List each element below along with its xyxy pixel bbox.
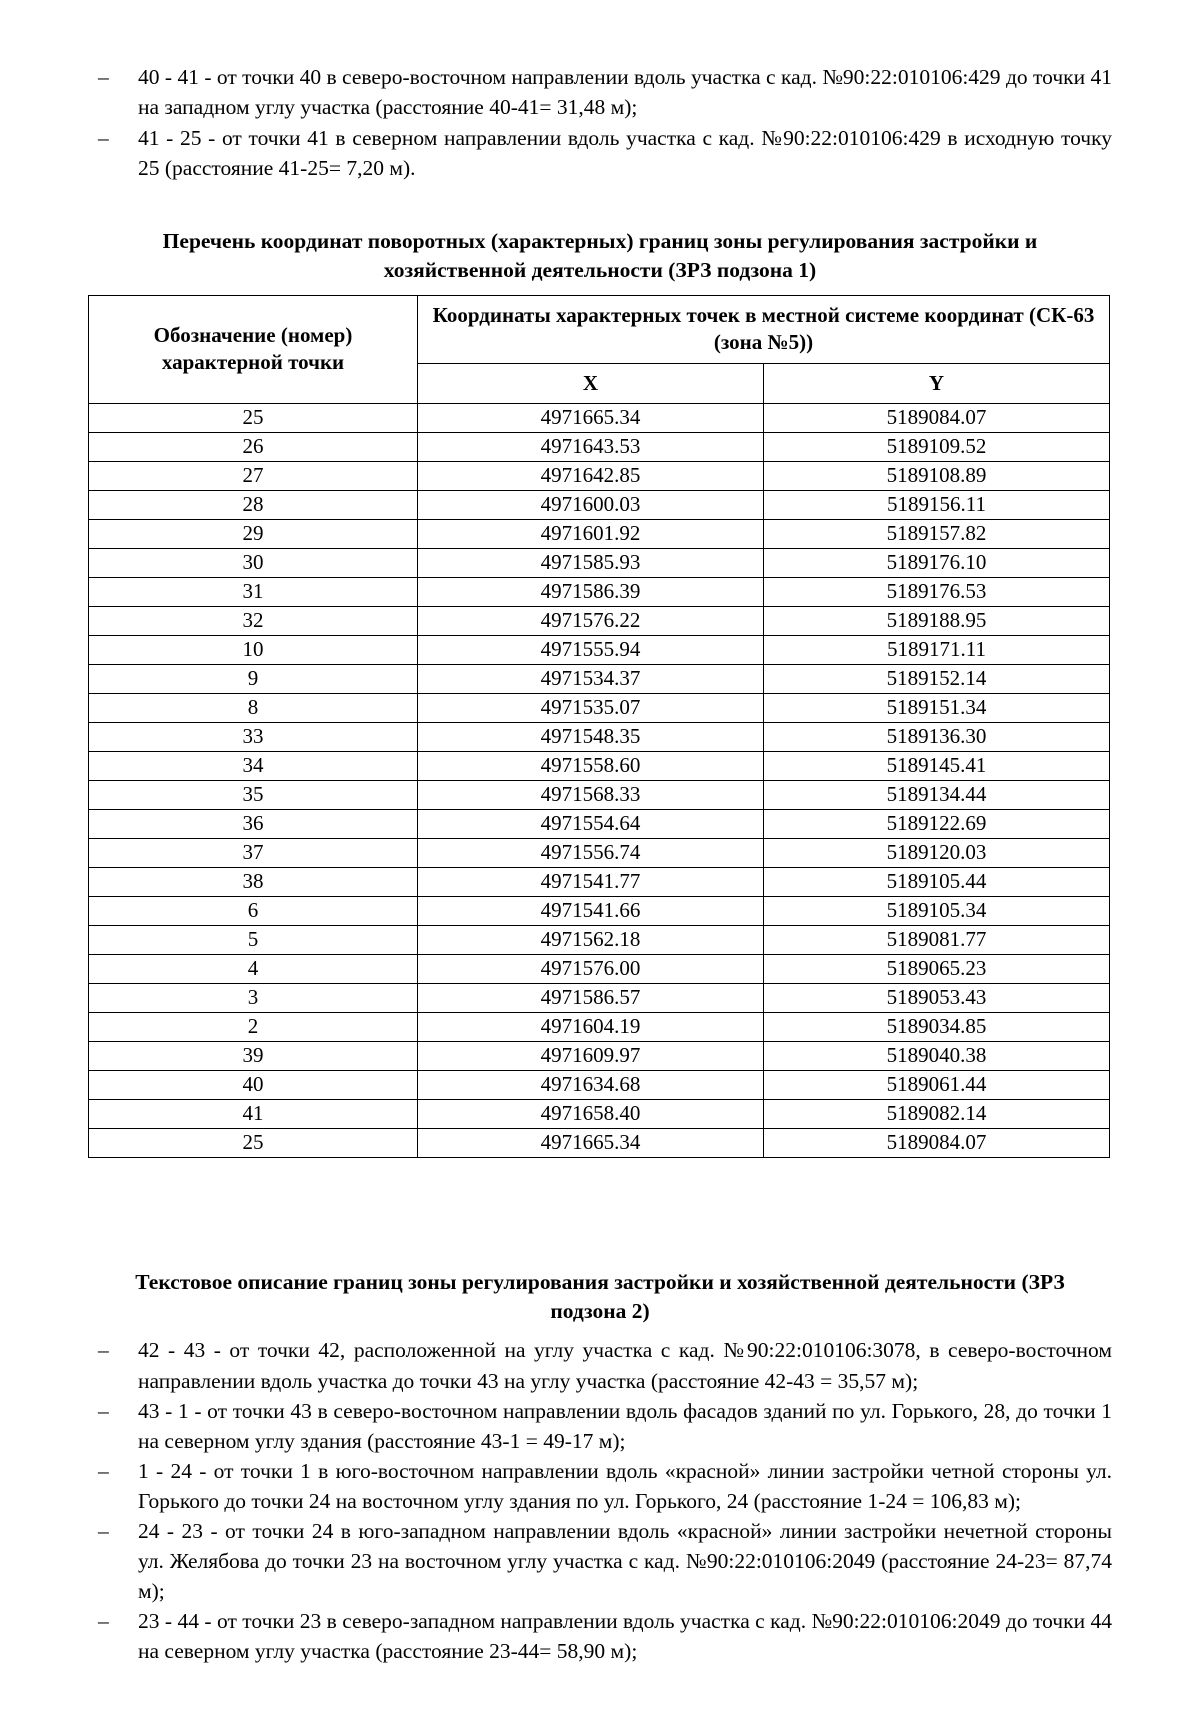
cell-point: 36 xyxy=(89,809,418,838)
cell-x: 4971604.19 xyxy=(418,1012,764,1041)
cell-point: 5 xyxy=(89,925,418,954)
table-row xyxy=(89,809,1110,838)
table-row xyxy=(89,896,1110,925)
bullet-dash: – xyxy=(98,1609,109,1634)
bullet-dash: – xyxy=(98,1519,109,1544)
cell-y: 5189061.44 xyxy=(764,1070,1110,1099)
bullet-dash: – xyxy=(98,126,109,151)
table-row xyxy=(89,1099,1110,1128)
header-x: X xyxy=(418,363,764,403)
table-row xyxy=(89,519,1110,548)
cell-point: 25 xyxy=(89,1128,418,1157)
cell-point: 6 xyxy=(89,896,418,925)
table-row xyxy=(89,1128,1110,1157)
table-row xyxy=(89,722,1110,751)
table-row xyxy=(89,693,1110,722)
cell-y: 5189084.07 xyxy=(764,1128,1110,1157)
cell-x: 4971586.39 xyxy=(418,577,764,606)
table-row xyxy=(89,490,1110,519)
list-item xyxy=(88,1335,1112,1395)
cell-x: 4971665.34 xyxy=(418,403,764,432)
boundary-description-list-top xyxy=(88,62,1112,183)
cell-x: 4971643.53 xyxy=(418,432,764,461)
table-row xyxy=(89,577,1110,606)
cell-y: 5189120.03 xyxy=(764,838,1110,867)
cell-y: 5189122.69 xyxy=(764,809,1110,838)
cell-point: 10 xyxy=(89,635,418,664)
cell-y: 5189145.41 xyxy=(764,751,1110,780)
cell-x: 4971568.33 xyxy=(418,780,764,809)
bullet-dash: – xyxy=(98,1338,109,1363)
cell-x: 4971634.68 xyxy=(418,1070,764,1099)
cell-x: 4971541.77 xyxy=(418,867,764,896)
cell-x: 4971558.60 xyxy=(418,751,764,780)
list-item-text: 40 - 41 - от точки 40 в северо-восточном направлении вдоль участка с кад. №90:22:010106:429 до точки 41 на западном углу участка (расстояние 40-41= 31,48 м); xyxy=(138,65,1112,120)
cell-x: 4971554.64 xyxy=(418,809,764,838)
table-body xyxy=(89,403,1110,1157)
cell-point: 28 xyxy=(89,490,418,519)
table-row xyxy=(89,461,1110,490)
cell-point: 3 xyxy=(89,983,418,1012)
cell-x: 4971665.34 xyxy=(418,1128,764,1157)
cell-x: 4971585.93 xyxy=(418,548,764,577)
header-y: Y xyxy=(764,363,1110,403)
list-item-text: 23 - 44 - от точки 23 в северо-западном направлении вдоль участка с кад. №90:22:010106:2049 до точки 44 на северном углу участка (расстояние 23-44= 58,90 м); xyxy=(138,1609,1112,1664)
cell-point: 2 xyxy=(89,1012,418,1041)
cell-point: 4 xyxy=(89,954,418,983)
cell-point: 29 xyxy=(89,519,418,548)
table-title-line-2: и хозяйственной деятельности (ЗРЗ подзона 1) xyxy=(383,229,1038,283)
table-title-line-1: Перечень координат поворотных (характерных) границ зоны регулирования застройки xyxy=(162,229,1020,254)
list-item xyxy=(88,1456,1112,1516)
cell-y: 5189157.82 xyxy=(764,519,1110,548)
cell-y: 5189134.44 xyxy=(764,780,1110,809)
table-row xyxy=(89,954,1110,983)
cell-point: 38 xyxy=(89,867,418,896)
table-row xyxy=(89,867,1110,896)
list-item xyxy=(88,123,1112,183)
second-section-title-line-2: деятельности (ЗРЗ подзона 2) xyxy=(550,1269,1065,1323)
cell-y: 5189081.77 xyxy=(764,925,1110,954)
cell-point: 31 xyxy=(89,577,418,606)
list-item xyxy=(88,1516,1112,1606)
spacer xyxy=(88,1158,1112,1210)
table-row xyxy=(89,780,1110,809)
cell-point: 41 xyxy=(89,1099,418,1128)
boundary-description-list-bottom xyxy=(88,1335,1112,1666)
cell-x: 4971658.40 xyxy=(418,1099,764,1128)
cell-point: 33 xyxy=(89,722,418,751)
list-item-text: 42 - 43 - от точки 42, расположенной на углу участка с кад. №90:22:010106:3078, в северо-восточном направлении вдоль участка до точки 43 на углу участка (расстояние 42-43 = 35,57 м); xyxy=(138,1338,1112,1393)
cell-y: 5189188.95 xyxy=(764,606,1110,635)
cell-point: 9 xyxy=(89,664,418,693)
cell-x: 4971576.22 xyxy=(418,606,764,635)
table-row xyxy=(89,548,1110,577)
cell-y: 5189034.85 xyxy=(764,1012,1110,1041)
cell-y: 5189053.43 xyxy=(764,983,1110,1012)
cell-y: 5189176.53 xyxy=(764,577,1110,606)
cell-y: 5189084.07 xyxy=(764,403,1110,432)
header-point-designation: Обозначение (номер) характерной точки xyxy=(89,295,418,403)
cell-point: 40 xyxy=(89,1070,418,1099)
cell-y: 5189105.34 xyxy=(764,896,1110,925)
cell-x: 4971535.07 xyxy=(418,693,764,722)
cell-y: 5189176.10 xyxy=(764,548,1110,577)
cell-y: 5189105.44 xyxy=(764,867,1110,896)
cell-x: 4971642.85 xyxy=(418,461,764,490)
cell-y: 5189151.34 xyxy=(764,693,1110,722)
table-head xyxy=(89,295,1110,403)
cell-y: 5189040.38 xyxy=(764,1041,1110,1070)
cell-y: 5189156.11 xyxy=(764,490,1110,519)
header-coordinates: Координаты характерных точек в местной системе координат (СК-63 (зона №5)) xyxy=(418,295,1110,363)
table-row xyxy=(89,403,1110,432)
table-row xyxy=(89,838,1110,867)
cell-point: 27 xyxy=(89,461,418,490)
cell-x: 4971548.35 xyxy=(418,722,764,751)
table-row xyxy=(89,606,1110,635)
cell-x: 4971586.57 xyxy=(418,983,764,1012)
table-header-row xyxy=(89,295,1110,363)
cell-point: 37 xyxy=(89,838,418,867)
list-item-text: 41 - 25 - от точки 41 в северном направлении вдоль участка с кад. №90:22:010106:429 в исходную точку 25 (расстояние 41-25= 7,20 м). xyxy=(138,126,1112,181)
cell-y: 5189108.89 xyxy=(764,461,1110,490)
cell-y: 5189065.23 xyxy=(764,954,1110,983)
table-row xyxy=(89,664,1110,693)
cell-x: 4971541.66 xyxy=(418,896,764,925)
table-row xyxy=(89,635,1110,664)
cell-y: 5189171.11 xyxy=(764,635,1110,664)
cell-x: 4971576.00 xyxy=(418,954,764,983)
table-row xyxy=(89,1012,1110,1041)
cell-y: 5189082.14 xyxy=(764,1099,1110,1128)
list-item xyxy=(88,62,1112,122)
table-row xyxy=(89,983,1110,1012)
cell-point: 30 xyxy=(89,548,418,577)
table-title xyxy=(88,227,1112,285)
cell-point: 39 xyxy=(89,1041,418,1070)
cell-x: 4971555.94 xyxy=(418,635,764,664)
second-section-title xyxy=(88,1268,1112,1326)
cell-point: 35 xyxy=(89,780,418,809)
cell-y: 5189109.52 xyxy=(764,432,1110,461)
list-item xyxy=(88,1606,1112,1666)
cell-point: 25 xyxy=(89,403,418,432)
table-row xyxy=(89,432,1110,461)
cell-y: 5189136.30 xyxy=(764,722,1110,751)
bullet-dash: – xyxy=(98,1458,109,1483)
list-item-text: 43 - 1 - от точки 43 в северо-восточном направлении вдоль фасадов зданий по ул. Горького, 28, до точки 1 на северном углу здания (расстояние 43-1 = 49-17 м); xyxy=(138,1398,1112,1453)
list-item-text: 24 - 23 - от точки 24 в юго-западном направлении вдоль «красной» линии застройки нечетной стороны ул. Желябова до точки 23 на восточном углу участка с кад. №90:22:010106:2049 (расстояние 24-23= 87,74 м); xyxy=(138,1519,1112,1604)
cell-point: 8 xyxy=(89,693,418,722)
table-row xyxy=(89,925,1110,954)
cell-x: 4971562.18 xyxy=(418,925,764,954)
cell-point: 34 xyxy=(89,751,418,780)
cell-x: 4971556.74 xyxy=(418,838,764,867)
cell-x: 4971534.37 xyxy=(418,664,764,693)
table-row xyxy=(89,751,1110,780)
coordinates-table xyxy=(88,295,1110,1158)
bullet-dash: – xyxy=(98,1398,109,1423)
list-item xyxy=(88,1396,1112,1456)
table-row xyxy=(89,1070,1110,1099)
cell-y: 5189152.14 xyxy=(764,664,1110,693)
cell-x: 4971601.92 xyxy=(418,519,764,548)
cell-point: 26 xyxy=(89,432,418,461)
cell-point: 32 xyxy=(89,606,418,635)
bullet-dash: – xyxy=(98,65,109,89)
cell-x: 4971609.97 xyxy=(418,1041,764,1070)
table-row xyxy=(89,1041,1110,1070)
cell-x: 4971600.03 xyxy=(418,490,764,519)
second-section-title-line-1: Текстовое описание границ зоны регулирования застройки и хозяйственной xyxy=(135,1269,880,1294)
list-item-text: 1 - 24 - от точки 1 в юго-восточном направлении вдоль «красной» линии застройки четной стороны ул. Горького до точки 24 на восточном углу здания по ул. Горького, 24 (расстояние 1-24 = 106,83 м); xyxy=(138,1458,1112,1513)
